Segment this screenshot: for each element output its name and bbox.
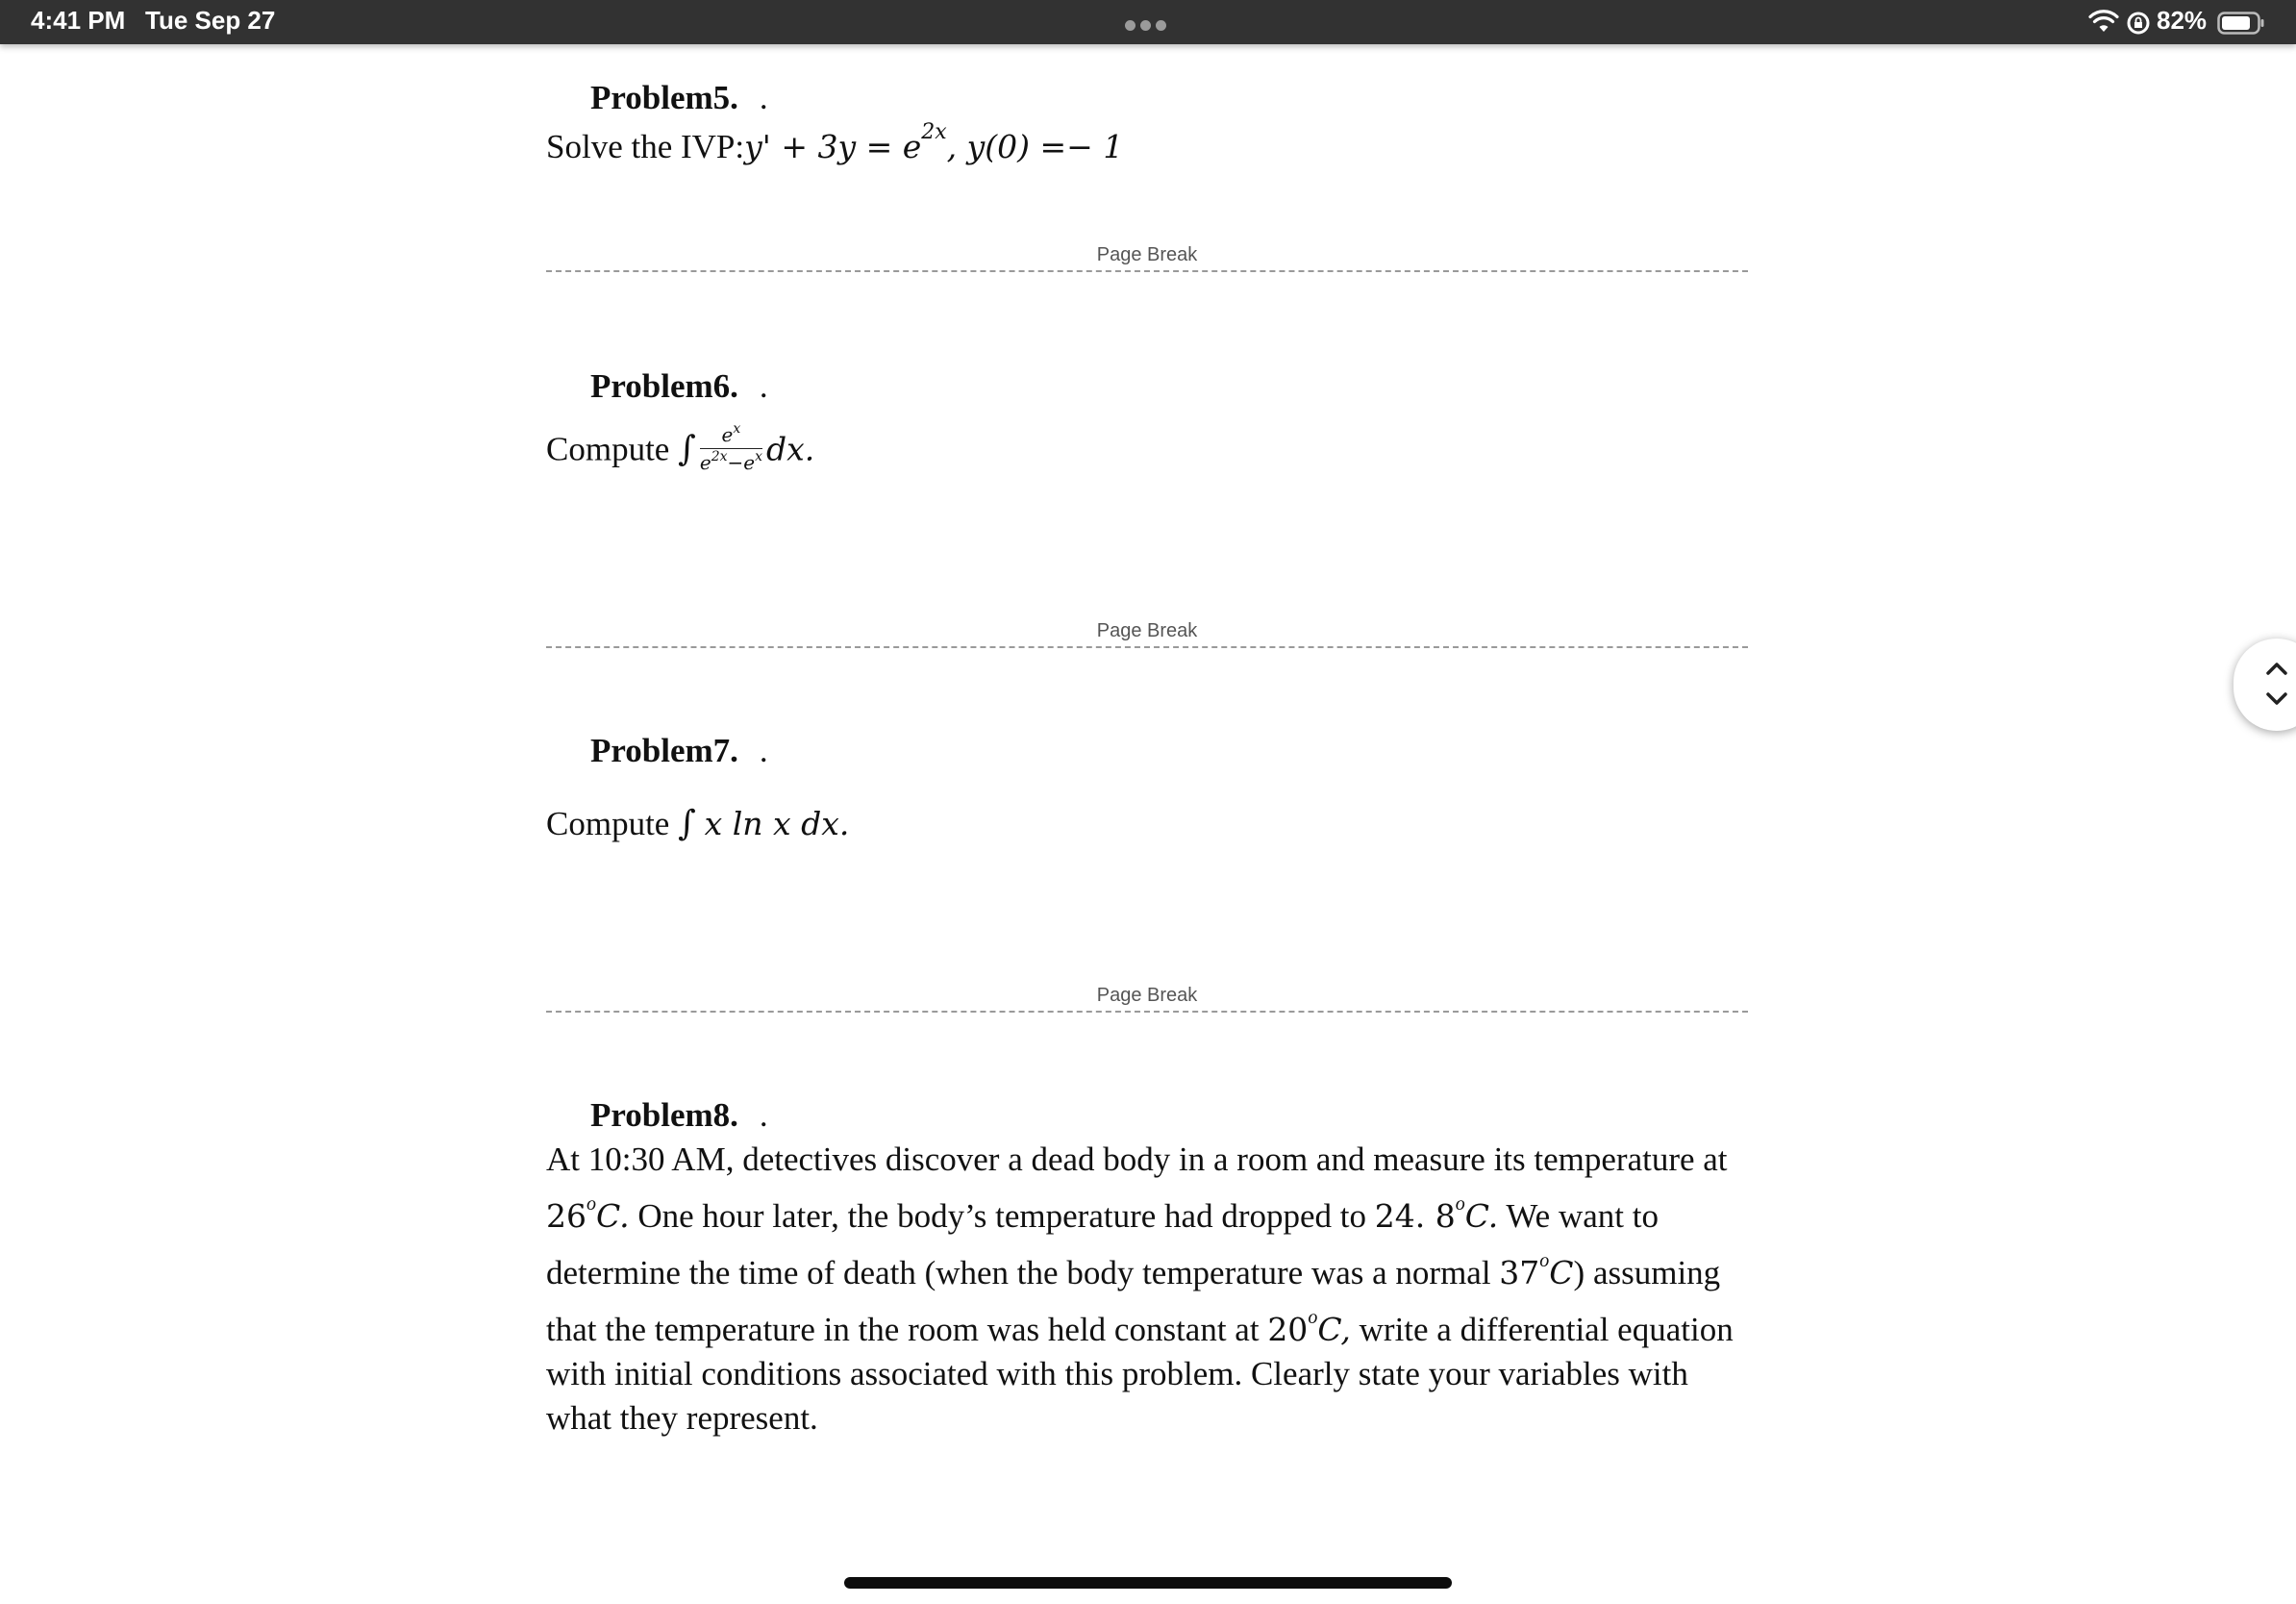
wifi-icon	[2088, 9, 2119, 34]
problem-5-title: Problem5. .	[590, 79, 768, 116]
paragraph-line: what they represent.	[546, 1399, 818, 1437]
fraction: $\frac{e^x}{e^{2x}-e^x}$	[699, 421, 762, 474]
status-time: 4:41 PM	[31, 6, 126, 35]
paragraph-line: 26$^o$C. One hour later, the body’s temperature had dropped to 24. 8$^o$C. We want to	[546, 1193, 1659, 1235]
home-indicator[interactable]	[844, 1577, 1452, 1589]
status-date: Tue Sep 27	[145, 6, 276, 35]
battery-percent: 82%	[2157, 6, 2208, 35]
page-navigation	[2234, 639, 2296, 731]
paragraph-line: At 10:30 AM, detectives discover a dead body in a room and measure its temperature at	[546, 1140, 1728, 1178]
chevron-up-icon[interactable]	[2262, 654, 2291, 683]
battery-icon	[2217, 12, 2265, 35]
paragraph-line: with initial conditions associated with this problem. Clearly state your variables with	[546, 1355, 1688, 1392]
problem-6-statement: Compute ∫ $\frac{e^x}{e^{2x}-e^x}$ dx.	[546, 421, 815, 474]
problem-8-title: Problem8. .	[590, 1096, 768, 1134]
page-break: Page Break	[546, 620, 1748, 649]
chevron-down-icon[interactable]	[2262, 685, 2291, 714]
paragraph-line: that the temperature in the room was held constant at 20$^o$C, write a differential equation	[546, 1307, 1734, 1348]
page-break: Page Break	[546, 244, 1748, 273]
problem-5-statement: Solve the IVP:y' + $3y = e^{2x}$, y(0) =− 1	[546, 120, 1124, 165]
problem-7-statement: Compute ∫ x ln x dx.	[546, 804, 850, 843]
orientation-lock-icon	[2126, 11, 2151, 36]
paragraph-line: determine the time of death (when the body temperature was a normal 37$^o$C) assuming	[546, 1250, 1721, 1291]
status-bar	[0, 0, 2296, 44]
page-break: Page Break	[546, 985, 1748, 1014]
problem-6-title: Problem6. .	[590, 367, 768, 405]
multitasking-menu-icon[interactable]	[1125, 18, 1173, 30]
problem-7-title: Problem7. .	[590, 732, 768, 769]
